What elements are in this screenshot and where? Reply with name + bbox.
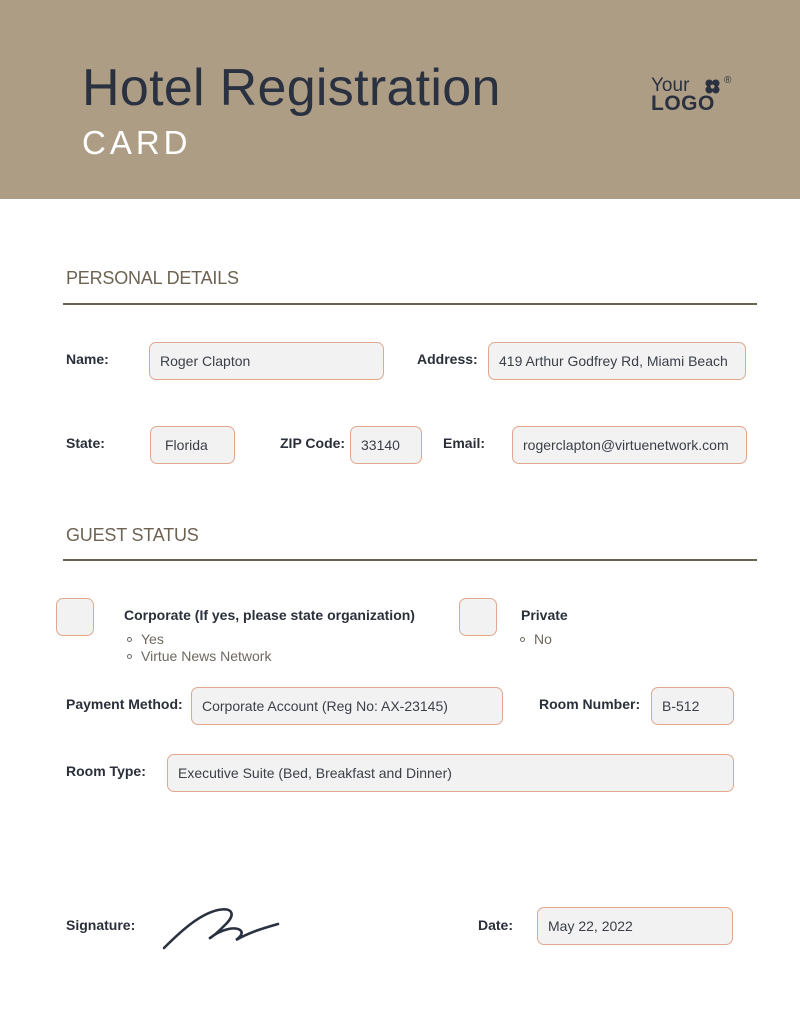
address-label: Address: bbox=[417, 351, 478, 367]
zip-field[interactable]: 33140 bbox=[350, 426, 422, 464]
email-label: Email: bbox=[443, 435, 486, 451]
list-item: Virtue News Network bbox=[124, 648, 271, 665]
bullet-icon bbox=[127, 637, 132, 642]
logo-line1: Your bbox=[651, 75, 690, 96]
room-number-label: Room Number: bbox=[539, 696, 641, 712]
signature-label: Signature: bbox=[66, 917, 136, 933]
corporate-option-title: Corporate (If yes, please state organization) bbox=[124, 607, 415, 623]
logo bbox=[651, 76, 741, 116]
state-field[interactable]: Florida bbox=[150, 426, 235, 464]
private-details-list bbox=[517, 631, 552, 648]
section-divider bbox=[63, 559, 757, 561]
corporate-checkbox[interactable] bbox=[56, 598, 94, 636]
address-field[interactable]: 419 Arthur Godfrey Rd, Miami Beach bbox=[488, 342, 746, 380]
section-title-guest-status: GUEST STATUS bbox=[66, 525, 199, 545]
page-title: Hotel Registration bbox=[82, 59, 501, 117]
date-label: Date: bbox=[478, 917, 514, 933]
name-field[interactable]: Roger Clapton bbox=[149, 342, 384, 380]
signature-scribble bbox=[160, 900, 284, 952]
room-type-field[interactable]: Executive Suite (Bed, Breakfast and Dinner) bbox=[167, 754, 734, 792]
page-subtitle: CARD bbox=[82, 124, 192, 161]
bullet-icon bbox=[520, 637, 525, 642]
registered-mark: ® bbox=[724, 75, 732, 86]
zip-label: ZIP Code: bbox=[280, 435, 346, 451]
corporate-details-list bbox=[124, 631, 271, 665]
section-divider bbox=[63, 303, 757, 305]
list-item: No bbox=[517, 631, 552, 648]
email-field[interactable]: rogerclapton@virtuenetwork.com bbox=[512, 426, 747, 464]
payment-method-field[interactable]: Corporate Account (Reg No: AX-23145) bbox=[191, 687, 503, 725]
list-item: Yes bbox=[124, 631, 271, 648]
date-field[interactable]: May 22, 2022 bbox=[537, 907, 733, 945]
logo-line2: LOGO bbox=[651, 92, 715, 115]
room-type-label: Room Type: bbox=[66, 763, 146, 779]
room-number-field[interactable]: B-512 bbox=[651, 687, 734, 725]
bullet-icon bbox=[127, 654, 132, 659]
header-banner bbox=[0, 0, 800, 199]
payment-method-label: Payment Method: bbox=[66, 696, 183, 712]
state-label: State: bbox=[66, 435, 105, 451]
section-title-personal-details: PERSONAL DETAILS bbox=[66, 268, 239, 288]
name-label: Name: bbox=[66, 351, 109, 367]
private-checkbox[interactable] bbox=[459, 598, 497, 636]
private-option-title: Private bbox=[521, 607, 568, 623]
